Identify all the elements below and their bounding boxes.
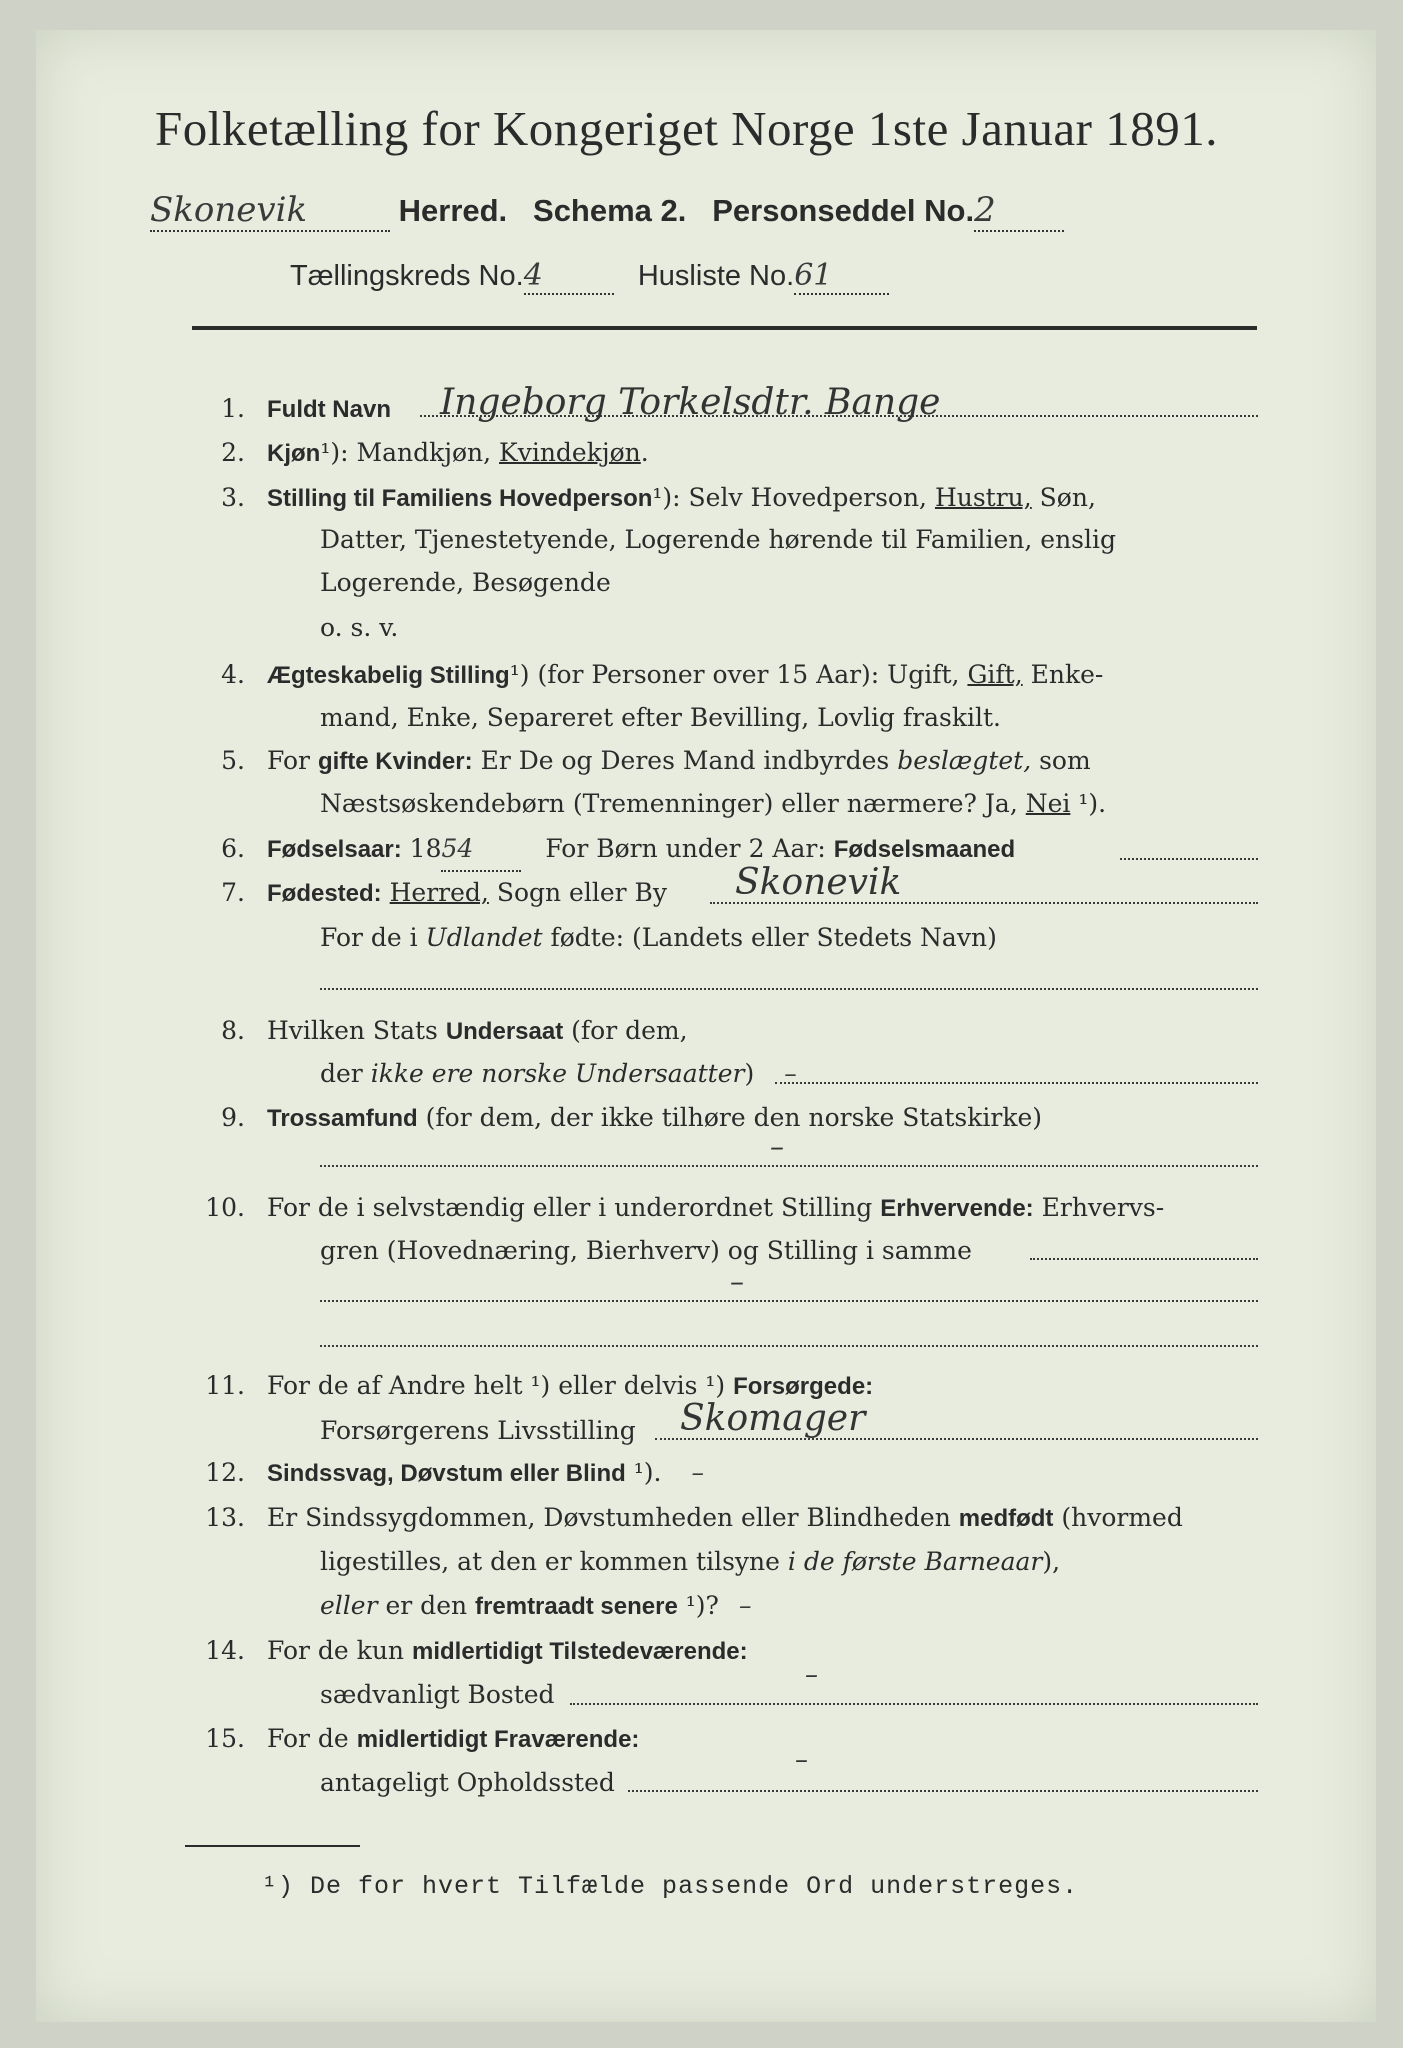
footnote-rule bbox=[185, 1845, 360, 1847]
field-2 bbox=[190, 432, 1260, 475]
field-text: Erhvervs- bbox=[1033, 1193, 1165, 1222]
field-15-line-2: antageligt Opholdssted bbox=[320, 1768, 615, 1797]
form-title: Folketælling for Kongeriget Norge 1ste Januar 1891. bbox=[155, 101, 1218, 156]
birth-year-value: 54 bbox=[441, 828, 521, 872]
field-text: fødte: (Landets eller Stedets Navn) bbox=[542, 923, 997, 952]
kreds-label: Tællingskreds No. bbox=[290, 260, 524, 292]
field-text: eller bbox=[320, 1591, 378, 1620]
husliste-label: Husliste No. bbox=[637, 260, 795, 292]
field-text: For de i selvstændig eller i underordnet Stilling bbox=[267, 1193, 881, 1222]
provider-occupation-value: Skomager bbox=[680, 1398, 866, 1439]
field-text: ¹): Mandkjøn, bbox=[320, 438, 500, 467]
kreds-value: 4 bbox=[524, 258, 614, 295]
field-label: fremtraadt senere bbox=[475, 1593, 678, 1620]
field-text: ¹) (for Personer over 15 Aar): Ugift, bbox=[509, 660, 968, 689]
field-text: For de bbox=[267, 1724, 357, 1753]
selected-option: Nei bbox=[1025, 789, 1071, 818]
field-number: 8. bbox=[221, 1016, 245, 1045]
field-text: Er De og Deres Mand indbyrdes bbox=[472, 746, 898, 775]
field-number: 6. bbox=[221, 834, 245, 863]
field-number: 5. bbox=[221, 746, 245, 775]
header-rule bbox=[192, 326, 1257, 330]
field-number: 12. bbox=[205, 1458, 245, 1487]
field-number: 10. bbox=[205, 1193, 245, 1222]
field-text: Næstsøskendebørn (Tremenninger) eller nærmere? Ja, bbox=[320, 789, 1026, 818]
field-6-line bbox=[1120, 858, 1258, 860]
field-text: beslægtet, bbox=[897, 746, 1032, 775]
field-8 bbox=[190, 1010, 1260, 1053]
field-number: 13. bbox=[205, 1503, 245, 1532]
field-10-line-4 bbox=[320, 1345, 1258, 1347]
field-label: Trossamfund bbox=[267, 1105, 418, 1132]
field-3-line-3: Logerende, Besøgende bbox=[320, 568, 611, 597]
field-text: Er Sindssygdommen, Døvstumheden eller Blindheden bbox=[267, 1503, 959, 1532]
field-14-line-2: sædvanligt Bosted bbox=[320, 1680, 555, 1709]
field-text: ikke ere norske Undersaatter bbox=[370, 1059, 745, 1088]
field-label: Fuldt Navn bbox=[267, 396, 391, 423]
field-label: midlertidigt Fraværende: bbox=[356, 1726, 640, 1753]
name-value: Ingeborg Torkelsdtr. Bange bbox=[440, 382, 941, 423]
field-text: For de kun bbox=[267, 1636, 412, 1665]
field-number: 11. bbox=[205, 1371, 245, 1400]
field-4 bbox=[190, 654, 1260, 697]
field-number: 2. bbox=[221, 438, 245, 467]
field-15 bbox=[190, 1718, 1260, 1761]
field-13 bbox=[190, 1497, 1260, 1540]
onset-value: – bbox=[738, 1591, 752, 1620]
disability-value: – bbox=[691, 1458, 704, 1487]
field-9 bbox=[190, 1097, 1260, 1140]
birthplace-value: Skonevik bbox=[735, 862, 902, 903]
field-number: 3. bbox=[221, 483, 245, 512]
field-5-line-2 bbox=[320, 783, 1260, 825]
field-label: Sindssvag, Døvstum eller Blind bbox=[267, 1460, 626, 1487]
field-label: Fødested: bbox=[267, 880, 382, 907]
selected-option: Gift, bbox=[967, 660, 1023, 689]
field-text: Søn, bbox=[1031, 483, 1096, 512]
selected-option: Kvindekjøn bbox=[499, 438, 641, 467]
field-text: ¹): Selv Hovedperson, bbox=[652, 483, 935, 512]
occupation-value: – bbox=[730, 1265, 744, 1298]
field-8-line bbox=[775, 1082, 1258, 1084]
herred-label: Herred. bbox=[398, 193, 508, 228]
personseddel-value: 2 bbox=[974, 190, 1064, 232]
field-6 bbox=[190, 828, 1260, 872]
field-7 bbox=[190, 872, 1260, 915]
field-text: ¹). bbox=[1070, 789, 1107, 818]
field-text: er den bbox=[377, 1591, 476, 1620]
kreds-line bbox=[290, 258, 1190, 295]
citizenship-value: – bbox=[784, 1059, 797, 1088]
field-label: Undersaat bbox=[445, 1018, 564, 1045]
field-text: som bbox=[1031, 746, 1091, 775]
field-text: ligestilles, at den er kommen tilsyne bbox=[320, 1547, 788, 1576]
field-label: Erhvervende: bbox=[880, 1195, 1034, 1222]
field-text: For de af Andre helt ¹) eller delvis ¹) bbox=[267, 1371, 734, 1400]
field-text: (for dem, der ikke tilhøre den norske Statskirke) bbox=[417, 1103, 1043, 1132]
field-text: Enke- bbox=[1022, 660, 1104, 689]
field-11-line-2: Forsørgerens Livsstilling bbox=[320, 1416, 636, 1445]
field-number: 1. bbox=[221, 394, 245, 423]
field-text: Sogn eller By bbox=[488, 878, 668, 907]
footnote: ¹) De for hvert Tilfælde passende Ord understreges. bbox=[262, 1872, 1079, 1901]
field-10 bbox=[190, 1187, 1260, 1230]
field-3-line-4: o. s. v. bbox=[320, 613, 399, 642]
birth-year-prefix: 18 bbox=[409, 834, 442, 863]
field-7-line-2 bbox=[320, 917, 1260, 959]
header-line bbox=[150, 190, 1270, 232]
field-text: Udlandet bbox=[425, 923, 543, 952]
field-label: gifte Kvinder: bbox=[317, 748, 473, 775]
field-text: ) bbox=[744, 1059, 755, 1088]
field-number: 4. bbox=[221, 660, 245, 689]
whereabouts-value: – bbox=[795, 1745, 808, 1775]
field-label: midlertidigt Tilstedeværende: bbox=[411, 1638, 748, 1665]
field-15-line bbox=[628, 1790, 1258, 1792]
field-14 bbox=[190, 1630, 1260, 1673]
field-5 bbox=[190, 740, 1260, 783]
field-14-line bbox=[570, 1703, 1258, 1705]
field-number: 14. bbox=[205, 1636, 245, 1665]
field-text: i de første Barneaar bbox=[787, 1547, 1043, 1576]
field-9-line bbox=[320, 1165, 1258, 1167]
field-label: Fødselsmaaned bbox=[833, 836, 1016, 863]
field-text: For de i bbox=[320, 923, 426, 952]
selected-option: Herred, bbox=[389, 878, 489, 907]
religion-value: – bbox=[770, 1130, 784, 1163]
field-12 bbox=[190, 1452, 1260, 1495]
field-text: ¹)? bbox=[677, 1591, 719, 1620]
field-7-abroad-line bbox=[320, 988, 1258, 990]
selected-option: Hustru, bbox=[934, 483, 1032, 512]
field-3-line-2: Datter, Tjenestetyende, Logerende hørende til Familien, enslig bbox=[320, 525, 1117, 554]
field-text: For bbox=[267, 746, 318, 775]
field-13-line-3 bbox=[320, 1585, 1260, 1628]
husliste-value: 61 bbox=[794, 258, 889, 295]
field-text: (hvormed bbox=[1053, 1503, 1183, 1532]
field-10-line-2: gren (Hovednæring, Bierhverv) og Stilling i samme bbox=[320, 1236, 972, 1265]
field-number: 15. bbox=[205, 1724, 245, 1753]
field-10-line-3 bbox=[320, 1300, 1258, 1302]
field-4-line-2: mand, Enke, Separeret efter Bevilling, Lovlig fraskilt. bbox=[320, 703, 1001, 732]
field-text: (for dem, bbox=[563, 1016, 688, 1045]
personseddel-label: Personseddel No. bbox=[712, 193, 975, 228]
schema-label: Schema 2. bbox=[533, 193, 687, 228]
field-label: Stilling til Familiens Hovedperson bbox=[267, 485, 653, 512]
field-text: . bbox=[640, 438, 649, 467]
field-8-line-2 bbox=[320, 1053, 1260, 1095]
herred-value: Skonevik bbox=[150, 190, 390, 232]
field-number: 7. bbox=[221, 878, 245, 907]
field-13-line-2 bbox=[320, 1541, 1260, 1583]
field-label: Forsørgede: bbox=[733, 1373, 874, 1400]
field-text: Hvilken Stats bbox=[267, 1016, 446, 1045]
field-text: der bbox=[320, 1059, 371, 1088]
field-label: Kjøn bbox=[267, 440, 321, 467]
field-text: ), bbox=[1042, 1547, 1061, 1576]
field-3 bbox=[190, 477, 1260, 520]
field-10-line bbox=[1030, 1258, 1258, 1260]
field-label: Ægteskabelig Stilling bbox=[267, 662, 510, 689]
field-label: Fødselsaar: bbox=[267, 836, 402, 863]
residence-value: – bbox=[805, 1660, 818, 1690]
field-number: 9. bbox=[221, 1103, 245, 1132]
field-text: ¹). bbox=[625, 1458, 662, 1487]
field-label: medfødt bbox=[958, 1505, 1054, 1532]
field-text: For Børn under 2 Aar: bbox=[545, 834, 826, 863]
